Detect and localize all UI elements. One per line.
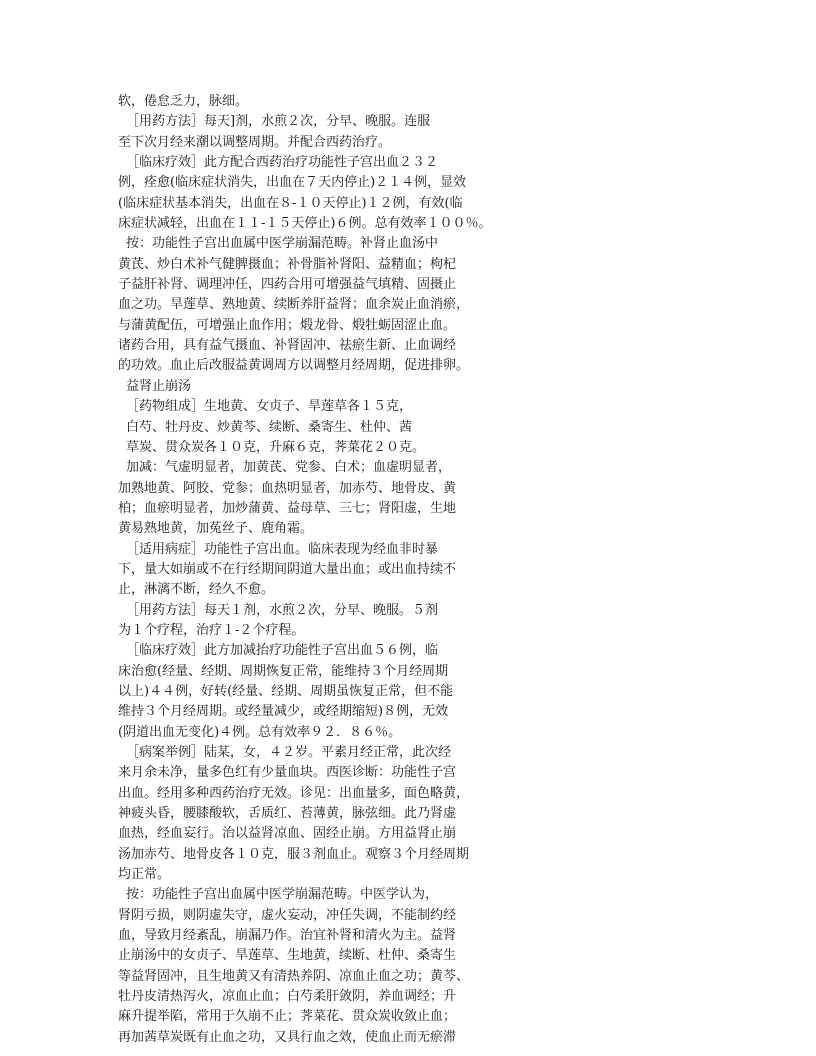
text-line: 维持３个月经周期。或经量减少，或经期缩短)８例，无效 [118, 704, 449, 720]
text-line: 血，导致月经紊乱，崩漏乃作。治宜补肾和清火为主。益肾 [118, 928, 457, 944]
text-line: 牡丹皮清热泻火，凉血止血；白芍柔肝敛阴，养血调经；升 [118, 989, 457, 1005]
text-line: 汤加赤芍、地骨皮各１０克，服３剂血止。观察３个月经周期 [118, 846, 470, 862]
text-line: 肾阴亏损，则阴虚失守，虚火妄动，冲任失调，不能制约经 [118, 907, 457, 923]
text-line: 诸药合用，具有益气摄血、补肾固冲、祛瘀生新、止血调经 [118, 338, 457, 354]
text-line: 血之功。旱莲草、熟地黄、续断养肝益肾；血余炭止血消瘀， [118, 297, 470, 313]
text-line: 等益肾固冲，且生地黄又有清热养阴、凉血止血之功；黄芩、 [118, 968, 470, 984]
text-line: 均正常。 [118, 867, 171, 883]
text-line: ［用药方法］每天１剂，水煎２次，分早、晚服。５剂 [126, 602, 439, 618]
text-line: 益肾止崩汤 [126, 378, 192, 394]
text-line: 以上)４４例，好转(经量、经期、周期虽恢复正常，但不能 [118, 683, 454, 699]
text-line: ［适用病症］功能性子宫出血。临床表现为经血非时暴 [126, 541, 439, 557]
text-line: 来月余未净，量多色红有少量血块。西医诊断：功能性子宫 [118, 765, 457, 781]
text-line: 床治愈(经量、经期、周期恢复正常，能维持３个月经周期 [118, 663, 449, 679]
text-line: (阴道出血无变化)４例。总有效率９２．８６％。 [118, 724, 402, 740]
text-line: 白芍、牡丹皮、炒黄芩、续断、桑寄生、杜仲、茜 [126, 419, 413, 435]
text-line: 按：功能性子宫出血属中医学崩漏范畴。补肾止血汤中 [126, 236, 439, 252]
text-line: 再加茜草炭既有止血之功，又具行血之效，使血止而无瘀滞 [118, 1029, 457, 1045]
text-line: 神疲头昏，腰膝酸软，舌质红、苔薄黄，脉弦细。此乃肾虚 [118, 806, 457, 822]
text-line: ［临床疗效］此方加减抬疗功能性子宫出血５６例，临 [126, 643, 439, 659]
text-line: 与蒲黄配伍，可增强止血作用；煅龙骨、煅牡蛎固涩止血。 [118, 317, 457, 333]
text-line: ［用药方法］每天]剂，水煎２次，分早、晚服。连服 [126, 114, 431, 130]
text-line: 止崩汤中的女贞子、旱莲草、生地黄，续断、杜仲、桑寄生 [118, 948, 457, 964]
text-line: ［病案举例］陆某，女，４２岁。平素月经正常，此次经 [126, 745, 452, 760]
text-line: 草炭、贯众炭各１０克，升麻６克，荠菜花２０克。 [126, 439, 426, 455]
text-line: 至下次月经来潮以调整周期。并配合西药治疗。 [118, 134, 392, 150]
text-line: 血热，经血妄行。治以益肾凉血、固经止崩。方用益肾止崩 [118, 826, 457, 842]
text-line: ［临床疗效］此方配合西药治疗功能性子宫出血２３２ [126, 155, 439, 171]
text-line: 例，痊愈(临床症状消失，出血在７天内停止)２１４例，显效 [118, 175, 467, 191]
text-line: 黄芪、炒白术补气健脾摄血；补骨脂补肾阳、益精血；枸杞 [118, 256, 457, 272]
text-line: 出血。经用多种西药治疗无效。诊见：出血量多，面色略黄， [118, 785, 470, 801]
text-line: 为１个疗程，治疗１-２个疗程。 [118, 622, 305, 638]
text-line: 床症状减轻，出血在１１-１５天停止)６例。总有效率１００％。 [118, 216, 492, 232]
text-line: 柏；血瘀明显者，加炒蒲黄、益母草、三七；肾阳虚，生地 [118, 500, 457, 516]
text-line: 加熟地黄、阿胶、党参；血热明显者，加赤芍、地骨皮、黄 [118, 480, 457, 496]
text-line: 按：功能性子宫出血属中医学崩漏范畴。中医学认为， [126, 887, 439, 903]
text-line: 止，淋漓不断，经久不愈。 [118, 582, 275, 598]
text-line: 黄易熟地黄，加菟丝子、鹿角霜。 [118, 521, 314, 537]
body-text [118, 92, 498, 1048]
text-line: ［药物组成］生地黄、女贞子、旱莲草各１５克， [126, 399, 413, 415]
text-line: 加减：气虚明显者，加黄芪、党参、白术；血虚明显者， [126, 460, 452, 476]
text-line: 软，倦怠乏力，脉细。 [118, 94, 249, 109]
text-line: 下，量大如崩或不在行经期间阴道大量出血；或出血持续不 [118, 561, 457, 577]
text-line: (临床症状基本消失，出血在８-１０天停止)１２例，有效(临 [118, 195, 463, 211]
text-line: 子益肝补肾、调理冲任，四药合用可增强益气填精、固摄止 [118, 277, 457, 293]
text-line: 麻升提举陷，常用于久崩不止；荠菜花、贯众炭收敛止血； [118, 1009, 457, 1025]
text-line: 的功效。血止后改服益黄调周方以调整月经周期，促进排卵。 [118, 358, 470, 374]
